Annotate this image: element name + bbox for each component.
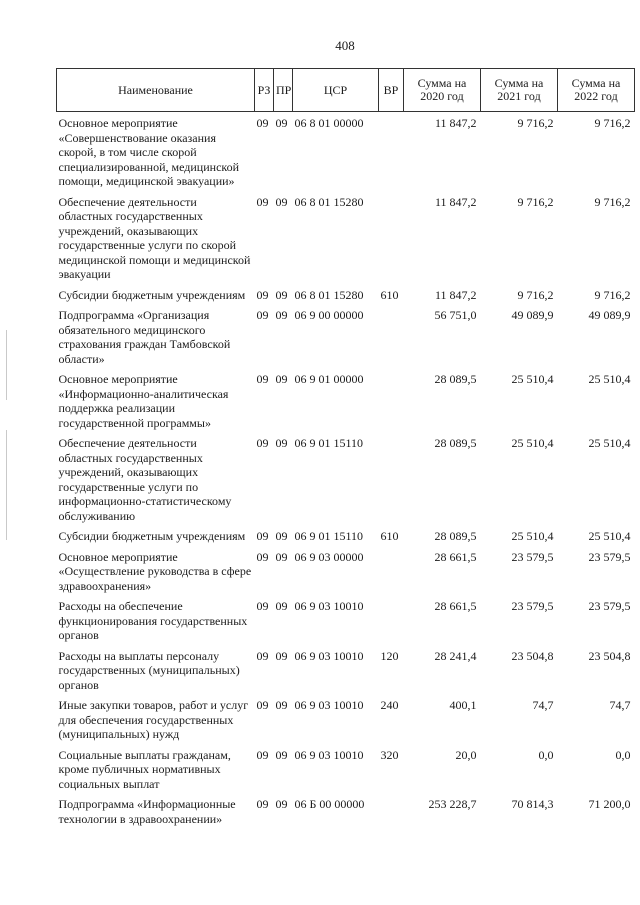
- table-row: [57, 525, 635, 546]
- cell-sum-2022: 49 089,9: [588, 308, 631, 322]
- cell-sum-2020: 11 847,2: [434, 287, 477, 302]
- cell-sum-2020: 28 089,5: [434, 436, 477, 450]
- cell-csr: 06 9 03 10010: [294, 648, 364, 663]
- cell-sum-2021: 0,0: [538, 747, 554, 762]
- cell-vr: [379, 595, 404, 645]
- cell-sum-2020: 253 228,7: [428, 797, 477, 811]
- cell-pr: 09: [275, 287, 288, 302]
- cell-sum-2022: 9 716,2: [594, 116, 631, 130]
- cell-vr: 240: [380, 698, 399, 712]
- table-row: [57, 546, 635, 596]
- cell-sum-2022: 23 579,5: [588, 599, 631, 613]
- cell-vr: [379, 304, 404, 368]
- cell-vr: [379, 191, 404, 284]
- cell-name: Социальные выплаты гражданам, кроме публичных нормативных социальных выплат: [58, 747, 231, 791]
- cell-rz: 09: [256, 116, 269, 130]
- cell-sum-2021: 9 716,2: [517, 116, 554, 130]
- header-csr: ЦСР: [293, 69, 379, 112]
- table-row: [57, 368, 635, 432]
- cell-name: Подпрограмма «Организация обязательного медицинского страхования граждан Тамбовской области»: [58, 308, 231, 366]
- table-row: [57, 793, 635, 828]
- scan-margin-mark: [6, 330, 7, 400]
- cell-rz: 09: [256, 698, 269, 712]
- cell-sum-2021: 74,7: [532, 698, 554, 712]
- table-body: [57, 112, 635, 829]
- table-header-row: [57, 69, 635, 112]
- cell-sum-2021: 9 716,2: [517, 194, 554, 209]
- budget-table: [56, 68, 635, 828]
- cell-name: Подпрограмма «Информационные технологии в здравоохранении»: [58, 797, 236, 826]
- cell-pr: 09: [275, 116, 288, 130]
- cell-pr: 09: [275, 372, 288, 386]
- cell-sum-2022: 25 510,4: [588, 436, 631, 450]
- cell-sum-2021: 23 504,8: [511, 648, 554, 663]
- cell-sum-2021: 25 510,4: [511, 436, 554, 450]
- cell-csr: 06 8 01 00000: [294, 116, 364, 130]
- cell-vr: 320: [380, 747, 399, 762]
- cell-name: Обеспечение деятельности областных государственных учреждений, оказывающих государственные услуги по информационно-статистическому обслуживанию: [58, 436, 232, 523]
- table-row: [57, 595, 635, 645]
- cell-name: Обеспечение деятельности областных государственных учреждений, оказывающих государственные услуги по скорой медицинской помощи и медицинской эвакуации: [58, 194, 251, 281]
- cell-sum-2022: 23 504,8: [588, 648, 631, 663]
- header-name: Наименование: [57, 69, 255, 112]
- cell-sum-2020: 20,0: [455, 747, 477, 762]
- cell-pr: 09: [275, 599, 288, 613]
- cell-sum-2020: 28 661,5: [434, 549, 477, 564]
- cell-rz: 09: [256, 549, 269, 564]
- cell-csr: 06 9 03 10010: [294, 698, 364, 712]
- cell-csr: 06 9 03 00000: [294, 549, 364, 564]
- cell-csr: 06 8 01 15280: [294, 287, 364, 302]
- header-sum-2020: Сумма на 2020 год: [404, 69, 481, 112]
- cell-sum-2020: 28 089,5: [434, 372, 477, 386]
- header-sum-2021: Сумма на 2021 год: [481, 69, 558, 112]
- cell-csr: 06 9 01 00000: [294, 372, 364, 386]
- cell-rz: 09: [256, 372, 269, 386]
- cell-sum-2020: 11 847,2: [434, 194, 477, 209]
- cell-csr: 06 9 00 00000: [294, 308, 364, 322]
- table-row: [57, 191, 635, 284]
- cell-sum-2022: 71 200,0: [588, 797, 631, 811]
- cell-rz: 09: [256, 529, 269, 543]
- cell-pr: 09: [275, 549, 288, 564]
- cell-name: Субсидии бюджетным учреждениям: [58, 529, 246, 543]
- cell-name: Основное мероприятие «Информационно-аналитическая поддержка реализации государственной программы»: [58, 372, 229, 430]
- cell-csr: 06 9 01 15110: [294, 529, 364, 543]
- table-row: [57, 744, 635, 794]
- cell-name: Субсидии бюджетным учреждениям: [58, 287, 246, 302]
- cell-sum-2020: 28 089,5: [434, 529, 477, 543]
- header-rz: РЗ: [255, 69, 274, 112]
- cell-pr: 09: [275, 308, 288, 322]
- cell-sum-2022: 23 579,5: [588, 549, 631, 564]
- cell-sum-2022: 74,7: [609, 698, 631, 712]
- cell-sum-2021: 9 716,2: [517, 287, 554, 302]
- scan-margin-mark: [6, 430, 7, 540]
- cell-sum-2022: 25 510,4: [588, 529, 631, 543]
- cell-vr: [379, 368, 404, 432]
- cell-vr: [379, 793, 404, 828]
- cell-pr: 09: [275, 698, 288, 712]
- cell-name: Иные закупки товаров, работ и услуг для обеспечения государственных (муниципальных) нужд: [58, 698, 249, 741]
- cell-sum-2021: 25 510,4: [511, 372, 554, 386]
- cell-rz: 09: [256, 599, 269, 613]
- cell-csr: 06 9 01 15110: [294, 436, 364, 450]
- cell-vr: 120: [380, 648, 399, 663]
- cell-rz: 09: [256, 797, 269, 811]
- cell-csr: 06 8 01 15280: [294, 194, 364, 209]
- cell-sum-2021: 25 510,4: [511, 529, 554, 543]
- table-row: [57, 304, 635, 368]
- cell-pr: 09: [275, 648, 288, 663]
- cell-rz: 09: [256, 648, 269, 663]
- cell-sum-2020: 28 661,5: [434, 599, 477, 613]
- cell-vr: [379, 432, 404, 525]
- table-row: [57, 432, 635, 525]
- cell-sum-2021: 23 579,5: [511, 549, 554, 564]
- cell-vr: [379, 112, 404, 191]
- cell-pr: 09: [275, 529, 288, 543]
- cell-sum-2020: 11 847,2: [434, 116, 477, 130]
- cell-vr: [379, 546, 404, 596]
- cell-name: Основное мероприятие «Совершенствование оказания скорой, в том числе скорой специализированной, медицинской помощи, медицинской эвакуации»: [58, 116, 240, 188]
- cell-sum-2022: 9 716,2: [594, 194, 631, 209]
- cell-name: Основное мероприятие «Осуществление руководства в сфере здравоохранения»: [58, 549, 252, 593]
- cell-sum-2020: 56 751,0: [434, 308, 477, 322]
- cell-vr: 610: [380, 287, 399, 302]
- table-row: [57, 112, 635, 191]
- table-row: [57, 645, 635, 695]
- table-row: [57, 694, 635, 744]
- cell-csr: 06 9 03 10010: [294, 599, 364, 613]
- header-vr: ВР: [379, 69, 404, 112]
- cell-pr: 09: [275, 194, 288, 209]
- cell-vr: 610: [380, 529, 399, 543]
- cell-sum-2022: 25 510,4: [588, 372, 631, 386]
- cell-rz: 09: [256, 194, 269, 209]
- cell-csr: 06 Б 00 00000: [294, 797, 365, 811]
- cell-sum-2022: 9 716,2: [594, 287, 631, 302]
- cell-name: Расходы на выплаты персоналу государственных (муниципальных) органов: [58, 648, 240, 692]
- header-sum-2022: Сумма на 2022 год: [558, 69, 635, 112]
- cell-sum-2021: 49 089,9: [511, 308, 554, 322]
- header-pr: ПР: [274, 69, 293, 112]
- cell-pr: 09: [275, 747, 288, 762]
- cell-sum-2021: 23 579,5: [511, 599, 554, 613]
- cell-csr: 06 9 03 10010: [294, 747, 364, 762]
- cell-rz: 09: [256, 308, 269, 322]
- table-row: [57, 284, 635, 305]
- cell-pr: 09: [275, 797, 288, 811]
- cell-pr: 09: [275, 436, 288, 450]
- cell-sum-2020: 400,1: [449, 698, 477, 712]
- cell-name: Расходы на обеспечение функционирования государственных органов: [58, 599, 248, 642]
- cell-sum-2022: 0,0: [615, 747, 631, 762]
- cell-rz: 09: [256, 747, 269, 762]
- cell-rz: 09: [256, 287, 269, 302]
- cell-rz: 09: [256, 436, 269, 450]
- cell-sum-2020: 28 241,4: [434, 648, 477, 663]
- cell-sum-2021: 70 814,3: [511, 797, 554, 811]
- page-number: 408: [335, 38, 355, 53]
